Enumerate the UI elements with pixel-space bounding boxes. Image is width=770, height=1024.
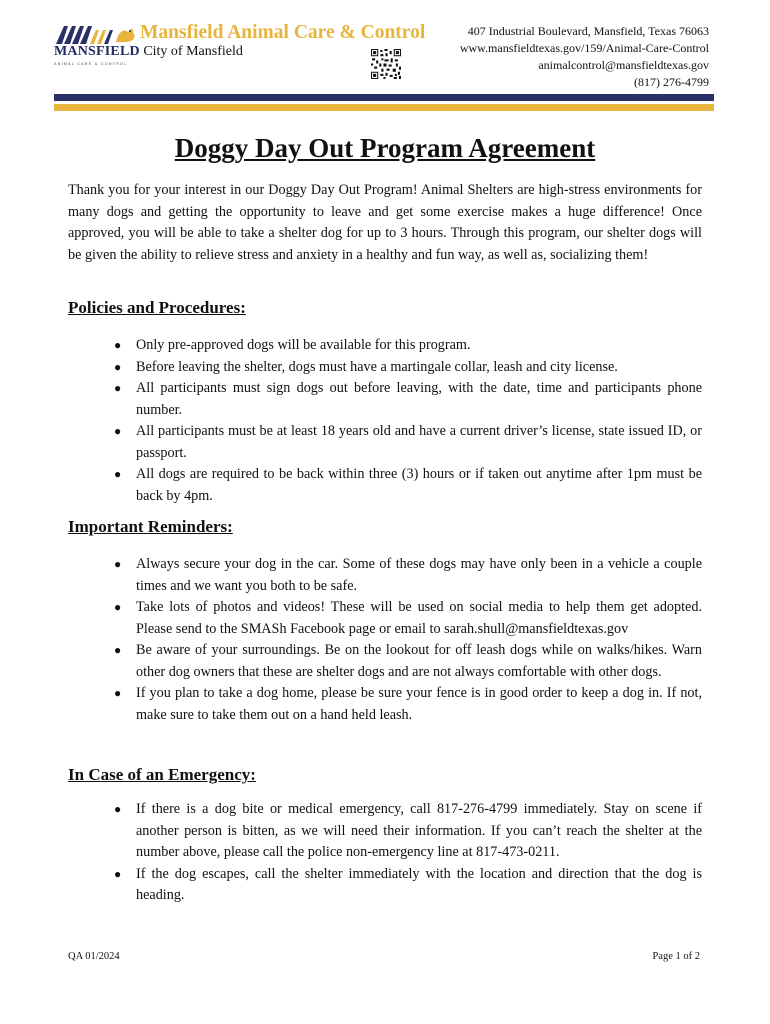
list-item-text: If you plan to take a dog home, please be sure your fence is in good order to keep a dog in. If not, make sure to take them out on a hand held leash. bbox=[136, 685, 702, 723]
list-item-text: Take lots of photos and videos! These will be used on social media to help them get adopted. Please send to the SMASh Facebook page or email to sarah.shull@mansfieldtexas.gov bbox=[136, 599, 702, 637]
list-item-text: If the dog escapes, call the shelter immediately with the location and direction that the dog is heading. bbox=[136, 865, 702, 903]
bullet-icon: ● bbox=[114, 424, 122, 438]
list-item bbox=[68, 357, 702, 379]
list-item-text: All participants must sign dogs out before leaving, with the date, time and participants phone number. bbox=[136, 380, 702, 418]
emergency-heading: In Case of an Emergency: bbox=[68, 765, 256, 784]
contact-info bbox=[460, 23, 709, 91]
city-name-line bbox=[54, 44, 243, 60]
phone-number: (817) 276-4799 bbox=[634, 75, 709, 89]
list-item-text: All dogs are required to be back within three (3) hours or if taken out anytime after 1pm must be back by 4pm. bbox=[136, 466, 702, 504]
list-item bbox=[68, 864, 702, 907]
list-item bbox=[68, 464, 702, 507]
list-item bbox=[68, 335, 702, 357]
list-item bbox=[68, 378, 702, 421]
qr-code-icon bbox=[371, 49, 401, 79]
mansfield-logo-icon bbox=[54, 22, 140, 46]
bullet-icon: ● bbox=[114, 866, 122, 881]
address: 407 Industrial Boulevard, Mansfield, Texas 76063 bbox=[467, 24, 709, 38]
list-item-text: Only pre-approved dogs will be available for this program. bbox=[136, 337, 471, 353]
city-name: City of Mansfield bbox=[143, 44, 243, 59]
list-item-text: Always secure your dog in the car. Some of these dogs may have only been in a vehicle a couple times and we want you both to be safe. bbox=[136, 556, 702, 594]
intro-paragraph: Thank you for your interest in our Doggy Day Out Program! Animal Shelters are high-stress environments for many dogs and getting the opportunity to leave and get some exercise makes a huge difference! Once approved, you will be able to take a shelter dog for up to 3 hours. Through this program, our shelter dogs will be given the ability to relieve stress and anxiety in a healthy and fun way, as well as, socializing them! bbox=[68, 182, 702, 264]
emergency-list bbox=[68, 799, 702, 907]
bullet-icon: ● bbox=[114, 643, 122, 657]
header-rule-gold bbox=[54, 104, 714, 111]
list-item bbox=[68, 799, 702, 864]
reminders-list bbox=[68, 554, 702, 726]
document-title: Doggy Day Out Program Agreement bbox=[174, 133, 596, 163]
bullet-icon: ● bbox=[114, 359, 122, 374]
bullet-icon: ● bbox=[114, 381, 122, 395]
list-item bbox=[68, 640, 702, 683]
list-item-text: All participants must be at least 18 years old and have a current driver’s license, state issued ID, or passport. bbox=[136, 423, 702, 461]
policies-list bbox=[68, 335, 702, 507]
bullet-icon: ● bbox=[114, 802, 122, 816]
bullet-icon: ● bbox=[114, 600, 122, 614]
website-link[interactable]: www.mansfieldtexas.gov/159/Animal-Care-Control bbox=[459, 41, 709, 55]
organization-name: Mansfield Animal Care & Control bbox=[140, 22, 426, 43]
email-link[interactable]: animalcontrol@mansfieldtexas.gov bbox=[538, 58, 709, 72]
policies-heading: Policies and Procedures: bbox=[68, 298, 246, 317]
list-item-text: If there is a dog bite or medical emergency, call 817-276-4799 immediately. Stay on scene if another person is bitten, as we will need their information. If you can’t reach the shelter at the number above, please call the police non-emergency line at 817-473-0211. bbox=[136, 801, 702, 860]
bullet-icon: ● bbox=[114, 467, 122, 481]
city-tagline: ANIMAL CARE & CONTROL bbox=[54, 62, 128, 66]
list-item-text: Before leaving the shelter, dogs must have a martingale collar, leash and city license. bbox=[136, 358, 618, 375]
bullet-icon: ● bbox=[114, 686, 122, 700]
list-item bbox=[68, 597, 702, 640]
bullet-icon: ● bbox=[114, 338, 122, 352]
list-item bbox=[68, 554, 702, 597]
list-item-text: Be aware of your surroundings. Be on the lookout for off leash dogs while on walks/hikes. Warn other dog owners that these are shelter dogs and are not always comfortable with other dogs. bbox=[136, 642, 702, 680]
header-rule-navy bbox=[54, 94, 714, 101]
city-wordmark: MANSFIELD bbox=[54, 44, 140, 59]
bullet-icon: ● bbox=[114, 557, 122, 571]
list-item bbox=[68, 421, 702, 464]
list-item bbox=[68, 683, 702, 726]
reminders-heading: Important Reminders: bbox=[68, 517, 233, 536]
form-code: QA 01/2024 bbox=[68, 951, 120, 962]
page-number: Page 1 of 2 bbox=[652, 951, 700, 962]
